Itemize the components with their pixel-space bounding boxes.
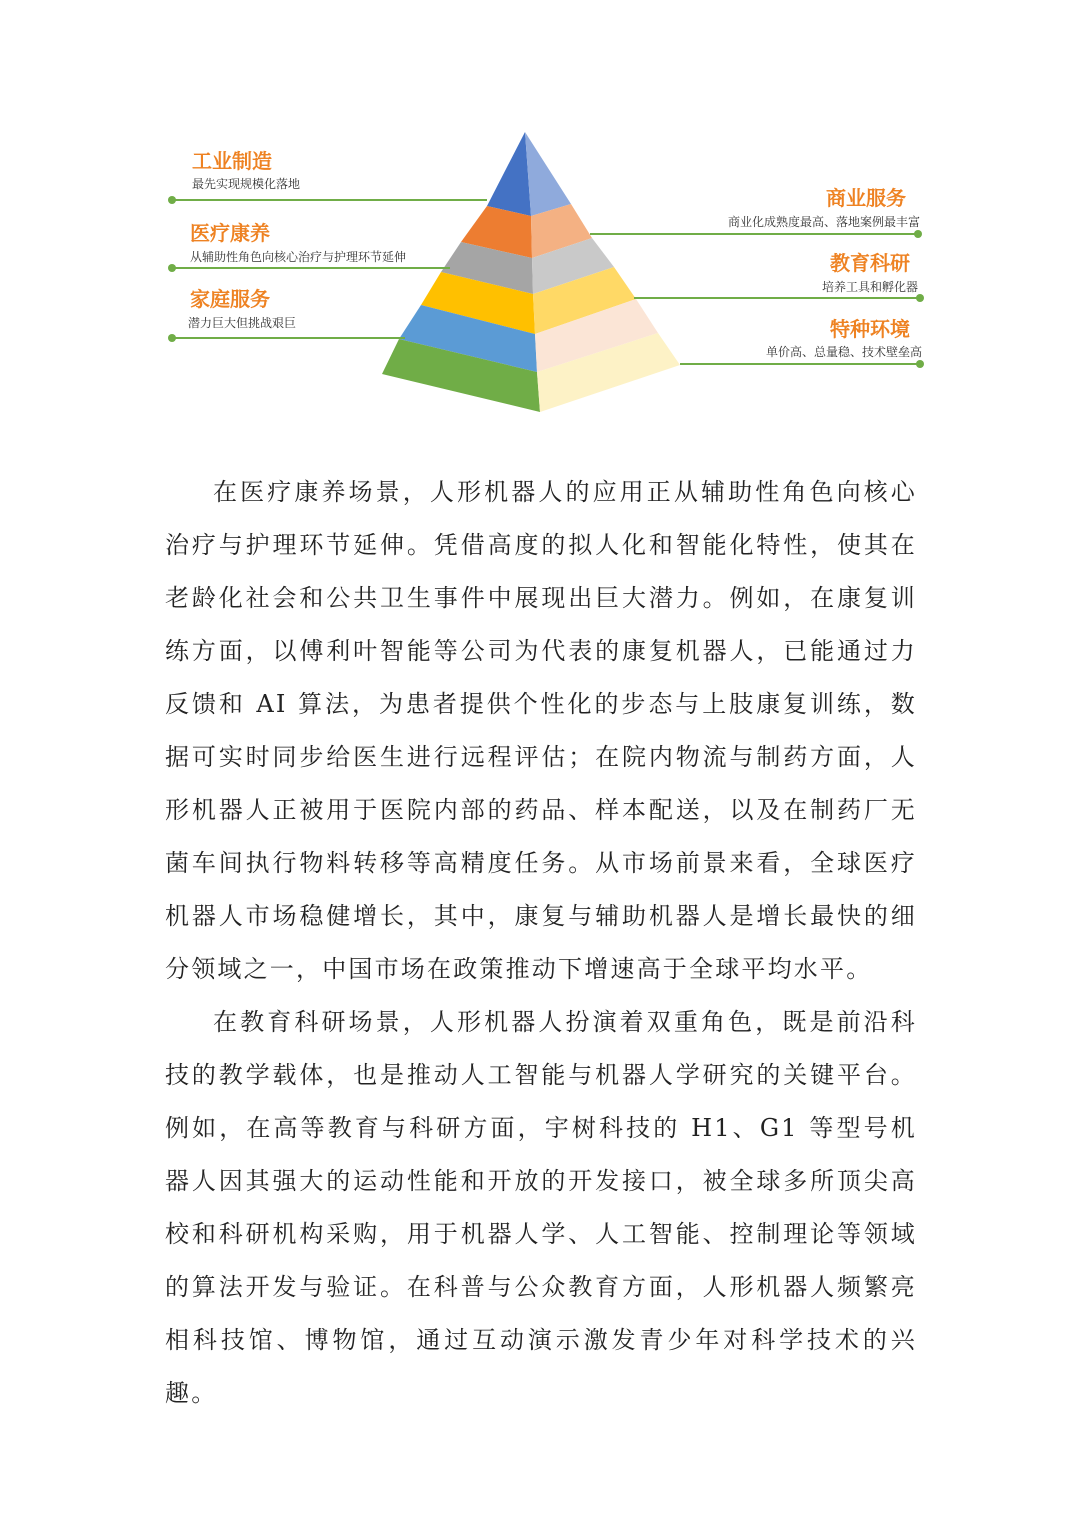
label-home-service-title: 家庭服务 (190, 287, 270, 311)
pyramid-layer-1-right (525, 132, 571, 216)
body-text (165, 466, 917, 1420)
paragraph-medical-care: 在医疗康养场景，人形机器人的应用正从辅助性角色向核心治疗与护理环节延伸。凭借高度的拟人化和智能化特性，使其在老龄化社会和公共卫生事件中展现出巨大潜力。例如，在康复训练方面，以傅利叶智能等公司为代表的康复机器人，已能通过力反馈和 AI 算法，为患者提供个性化的步态与上肢康复训练，数据可实时同步给医生进行远程评估；在院内物流与制药方面，人形机器人正被用于医院内部的药品、样本配送，以及在制药厂无菌车间执行物料转移等高精度任务。从市场前景来看，全球医疗机器人市场稳健增长，其中，康复与辅助机器人是增长最快的细分领域之一，中国市场在政策推动下增速高于全球平均水平。 (165, 478, 917, 983)
label-education-research-desc: 培养工具和孵化器 (821, 280, 918, 294)
label-commercial-service-title: 商业服务 (826, 186, 906, 210)
connector-dot (916, 294, 924, 302)
label-medical-care-title: 医疗康养 (190, 221, 270, 245)
label-special-environment-title: 特种环境 (830, 317, 910, 341)
label-special-environment-desc: 单价高、总量稳、技术壁垒高 (765, 345, 922, 359)
connector-dot (914, 230, 922, 238)
pyramid-diagram (0, 0, 1080, 430)
connector-dot (168, 196, 176, 204)
connector-dot (168, 334, 176, 342)
label-home-service-desc: 潜力巨大但挑战艰巨 (188, 316, 297, 330)
connector-dot (916, 360, 924, 368)
label-education-research-title: 教育科研 (830, 251, 910, 275)
paragraph-education-research: 在教育科研场景，人形机器人扮演着双重角色，既是前沿科技的教学载体，也是推动人工智能与机器人学研究的关键平台。例如，在高等教育与科研方面，宇树科技的 H1、G1 等型号机器人因其强大的运动性能和开放的开发接口，被全球多所顶尖高校和科研机构采购，用于机器人学、人工智能、控制理论等领域的算法开发与验证。在科普与公众教育方面，人形机器人频繁亮相科技馆、博物馆，通过互动演示激发青少年对科学技术的兴趣。 (165, 1008, 917, 1407)
pyramid-layer-1-left (487, 132, 531, 216)
connector-dot (168, 264, 176, 272)
label-industrial-manufacturing-title: 工业制造 (192, 149, 272, 173)
label-commercial-service-desc: 商业化成熟度最高、落地案例最丰富 (727, 215, 920, 229)
label-industrial-manufacturing-desc: 最先实现规模化落地 (192, 177, 301, 191)
label-medical-care-desc: 从辅助性角色向核心治疗与护理环节延伸 (190, 250, 407, 264)
